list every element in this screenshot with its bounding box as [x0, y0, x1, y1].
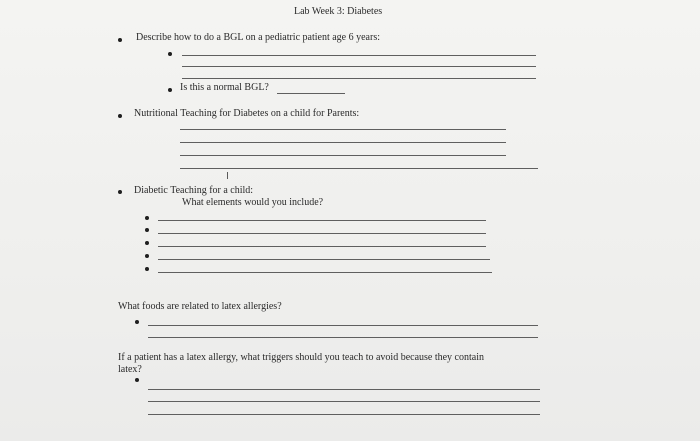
- answer-line[interactable]: [158, 220, 486, 221]
- bgl-prompt: Describe how to do a BGL on a pediatric patient age 6 years:: [136, 32, 380, 43]
- bullet: [118, 114, 122, 118]
- page-title: Lab Week 3: Diabetes: [294, 6, 383, 17]
- answer-line[interactable]: [180, 129, 506, 130]
- answer-line[interactable]: [182, 66, 536, 67]
- bullet: [145, 216, 149, 220]
- bullet: [135, 378, 139, 382]
- elements-sub-prompt: What elements would you include?: [182, 197, 324, 208]
- answer-line[interactable]: [148, 389, 540, 390]
- latex-foods-question: What foods are related to latex allergies?: [118, 301, 282, 312]
- answer-line[interactable]: [148, 414, 540, 415]
- bullet: [168, 88, 172, 92]
- answer-line[interactable]: [180, 155, 506, 156]
- answer-line[interactable]: [148, 325, 538, 326]
- answer-line[interactable]: [158, 233, 486, 234]
- answer-line[interactable]: [277, 93, 345, 94]
- text-cursor-icon: I: [226, 171, 229, 182]
- bullet: [145, 254, 149, 258]
- answer-line[interactable]: [182, 55, 536, 56]
- nutrition-prompt: Nutritional Teaching for Diabetes on a child for Parents:: [134, 108, 360, 119]
- latex-triggers-question-line2: latex?: [118, 364, 142, 375]
- bullet: [118, 38, 122, 42]
- normal-bgl-question: Is this a normal BGL?: [180, 82, 269, 93]
- bullet: [135, 320, 139, 324]
- answer-line[interactable]: [148, 401, 540, 402]
- answer-line[interactable]: [180, 168, 538, 169]
- latex-triggers-question-line1: If a patient has a latex allergy, what triggers should you teach to avoid because they contain: [118, 352, 484, 363]
- answer-line[interactable]: [148, 337, 538, 338]
- diabetic-teaching-prompt: Diabetic Teaching for a child:: [134, 185, 254, 196]
- answer-line[interactable]: [182, 78, 536, 79]
- answer-line[interactable]: [158, 259, 490, 260]
- bullet: [145, 228, 149, 232]
- bullet: [145, 241, 149, 245]
- bullet: [145, 267, 149, 271]
- answer-line[interactable]: [158, 272, 492, 273]
- answer-line[interactable]: [180, 142, 506, 143]
- answer-line[interactable]: [158, 246, 486, 247]
- bullet: [168, 52, 172, 56]
- bullet: [118, 190, 122, 194]
